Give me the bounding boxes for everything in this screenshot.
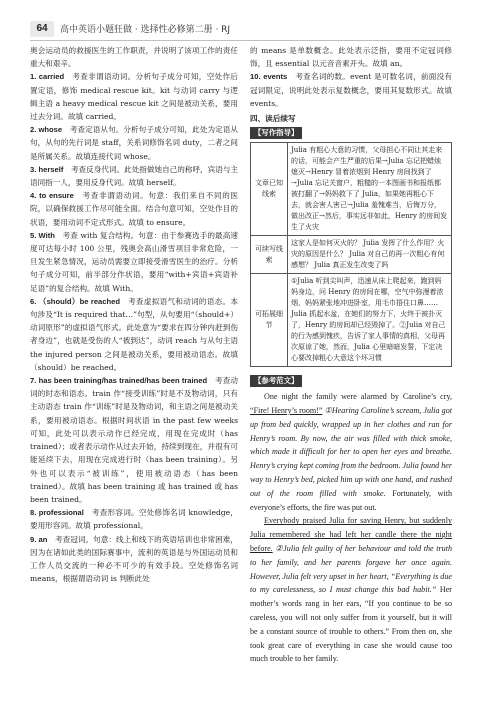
answer-keyword: to ensure xyxy=(39,191,74,201)
answer-item xyxy=(30,533,238,586)
essay-segment: ①Hearing Caroline’s scream, Julia got up from bed quickly, wrapped up in her clothes and ran for Henry’s room. By now, the air was filled with thick smoke, which made it difficult for her to open her eyes and breathe. Henry’s crying kept coming from the bedroom. Julia found her way to Henry’s bed, picked him up with one hand, and rushed out of the room filled with smoke. xyxy=(250,406,453,498)
answer-number: 6. xyxy=(30,296,39,306)
answer-item xyxy=(30,506,238,532)
item-9-continued: 的 means 是单数概念。此处表示泛指，要用不定冠词修饰，且 essential 以元音音素开头。故填 an。 xyxy=(250,46,452,69)
answer-number: 8. xyxy=(30,508,39,518)
book-title: 高中英语小题狂做 · 选择性必修第二册 · RJ xyxy=(60,25,231,35)
answer-keyword: whose xyxy=(38,125,63,135)
answer-number: 2. xyxy=(30,125,39,135)
answer-item xyxy=(30,374,238,506)
answer-number: 1. xyxy=(30,72,39,82)
answer-number: 3. xyxy=(30,164,39,174)
right-column xyxy=(250,44,452,666)
essay-paragraph xyxy=(250,514,452,666)
outline-content: Julia 有粗心大意的习惯，父母担心不同让其走来的话，可能会产生严重的后果→Julia 忘记把蜡烛熄灭→Henry 冒着浓烟到 Henry 房间找到了 →Julia 忘记关窗户，粗糙的一本图画书和报纸都被打翻了→妈妈救下了 Julia，如果她再粗心下去，就会害人害己→Julia 羞愧难当，后悔万分，做出改正→然后，事实远非如此，Henry 的房间发生了火灾 xyxy=(288,143,452,236)
outline-content: 这家人是如何灭火的？ Julia 发挥了什么作用？火灾的原因是什么？ Julia 对自己的再一次粗心有何感想？ Julia 真正发生改变了吗 xyxy=(288,236,452,274)
answer-explanation: 考查动词的时态和语态。train 作“接受训练”时是不及物动词，只有主动语态 train 作“训练”时是及物动词，和主语之间是被动关系，要用被动语态。根据时间状语 in the past few weeks 可知，此处可以表示动作已经完成，用现在完成时（has trained）；或者表示动作从过去开始，持续到现在，并很有可能延续下去，用现在完成进行时（has been training）。另外也可以表示“被训练”，使用被动语态（has been trained）。故填 has been training 或 has trained 或 has been trained。 xyxy=(30,376,239,504)
page-number: 64 xyxy=(30,21,54,37)
answer-number: 7. xyxy=(30,376,39,386)
essay-segment: Her mother’s words rang in her ears, “If you continue to be so careless, you will not only suffer from it yourself, but it will be a constant source of trouble to others.” From then on, she took great care of everything in case she would cause too much trouble to her family. xyxy=(250,585,453,664)
section-title: 四、读后续写 xyxy=(250,114,296,124)
answer-keyword: With xyxy=(38,230,55,240)
sample-essay xyxy=(250,390,452,666)
answer-item xyxy=(30,189,238,229)
answer-list xyxy=(30,70,238,585)
answer-keyword: carried xyxy=(38,72,65,82)
answer-explanation: 考查非谓语动词。句意：我们来自不同的医院，以确保救援工作尽可能全面。结合句意可知，空处作目的状语，要用动词不定式形式。故填 to ensure。 xyxy=(30,191,238,227)
answer-item xyxy=(30,123,238,163)
answer-explanation: 考查反身代词。此处指做她自己的称呼，宾语与主语同指一人，要用反身代词。故填 herself。 xyxy=(30,164,239,188)
essay-segment: One night the family were alarmed by Caroline’s cry, xyxy=(264,392,452,402)
outline-label: 文章已知线索 xyxy=(251,143,288,236)
outline-label: 可续写线索 xyxy=(251,236,288,274)
answer-keyword: an xyxy=(38,534,48,544)
left-column xyxy=(30,44,238,585)
writing-guide-tag: 【写作指导】 xyxy=(250,127,302,139)
essay-segment: Fortunately, with everyone’s efforts, the fire was put out. xyxy=(250,488,452,512)
answer-keyword: has been training/has trained/has been trained xyxy=(38,376,208,386)
answer-explanation: 考查定语从句。分析句子成分可知，此处为定语从句，从句的先行词是 staff，关系词修饰名词 duty，二者之间是所属关系。故填连接代词 whose。 xyxy=(30,125,238,161)
answer-number: 5. xyxy=(30,230,39,240)
outline-row xyxy=(251,274,452,367)
outline-row xyxy=(251,236,452,274)
answer-item xyxy=(30,70,238,123)
answer-explanation: 考查非谓语动词。分析句子成分可知，空处作后置定语，修饰 medical rescue kit。kit 与动词 carry 与逻辑主语 a heavy medical rescue kit 之间是被动关系，要用过去分词。故填 carried。 xyxy=(30,72,238,122)
answer-explanation: 考查 with 复合结构。句意：由于参赛选手的最高速度可达每小时 100 公里，残奥会高山滑雪项目非常危险，一旦发生紧急情况，运动员需要立即接受滑雪医生的治疗。分析句子成分可知，前半部分作状语，要用“with+宾语+宾语补足语”的复合结构。故填 With。 xyxy=(30,230,238,293)
answer-item xyxy=(30,229,238,295)
answer-item-10: 10. events 考查名词的数。event 是可数名词，前面没有冠词限定，说明此处表示复数概念，要用其复数形式。故填 events。 xyxy=(250,72,453,108)
summary-paragraph: 奥会运动员的救援医生的工作职责，并说明了该项工作的责任重大和艰辛。 xyxy=(30,46,238,69)
answer-keyword: （should）be reached xyxy=(38,296,120,306)
essay-paragraph xyxy=(250,390,452,514)
answer-explanation: 考查形容词。空处修饰名词 knowledge，要用形容词。故填 professional。 xyxy=(30,508,238,531)
answer-item xyxy=(30,163,238,189)
answer-explanation: 考查虚拟语气和动词的语态。本句涉及“It is required that…”句型，从句要用“（should+）动词原形”的虚拟语气形式。此处意为“要求在四分钟内赶到伤者身边”，也就是受伤的人“被到达”，动词 reach 与从句主语 the injured person 之间是被动关系，要用被动语态。故填（should）be reached。 xyxy=(30,296,238,372)
answer-keyword: professional xyxy=(38,508,84,518)
answer-item xyxy=(30,295,238,374)
answer-explanation: 考查冠词。句意：线上和线下的英语培训也非常困难，因为在诸如此类的国际赛事中，流利的英语是与外国运动员和工作人员交流的一种必不可少的有效手段。空处修饰名词 means，根据谓语动词 is 判断此处 xyxy=(30,534,238,584)
answer-number: 9. xyxy=(30,534,39,544)
outline-content: ①Julia 听到尖叫声，迅速从床上爬起来，跑到妈妈身边，问 Henry 的房间在哪，空气中弥漫着浓烟，妈妈紧张地冲进卧室，用毛巾捂住口鼻……Julia 抓起水盆，在她们的努力下，火终于被扑灭了，Henry 的房间却已经毁掉了。②Julia 对自己的行为感到愧疚，告诉了家人事情的真相，父母再次原谅了她，然而，Julia 心里暗暗发誓，下定决心要改掉粗心大意这个坏习惯 xyxy=(288,274,452,367)
outline-label: 可拓展细节 xyxy=(251,274,288,367)
essay-segment: ②Julia felt guilty of her behaviour and told the truth to her family, and her parents forgave her once again. However, Julia felt very upset in her heart, “Everything is due to my carelessness, so I must change this bad habit.” xyxy=(250,543,452,595)
writing-guide-table xyxy=(250,142,452,367)
essay-segment: Everybody praised Julia for saving Henry, but suddenly Julia remembered she had left her candle there the night before. xyxy=(250,516,452,553)
answer-number: 4. xyxy=(30,191,40,201)
sample-essay-tag: 【参考范文】 xyxy=(250,375,302,387)
page-header xyxy=(30,18,450,41)
answer-keyword: herself xyxy=(38,164,64,174)
essay-segment: “Fire! Henry’s room!” xyxy=(250,406,323,416)
outline-row xyxy=(251,143,452,236)
